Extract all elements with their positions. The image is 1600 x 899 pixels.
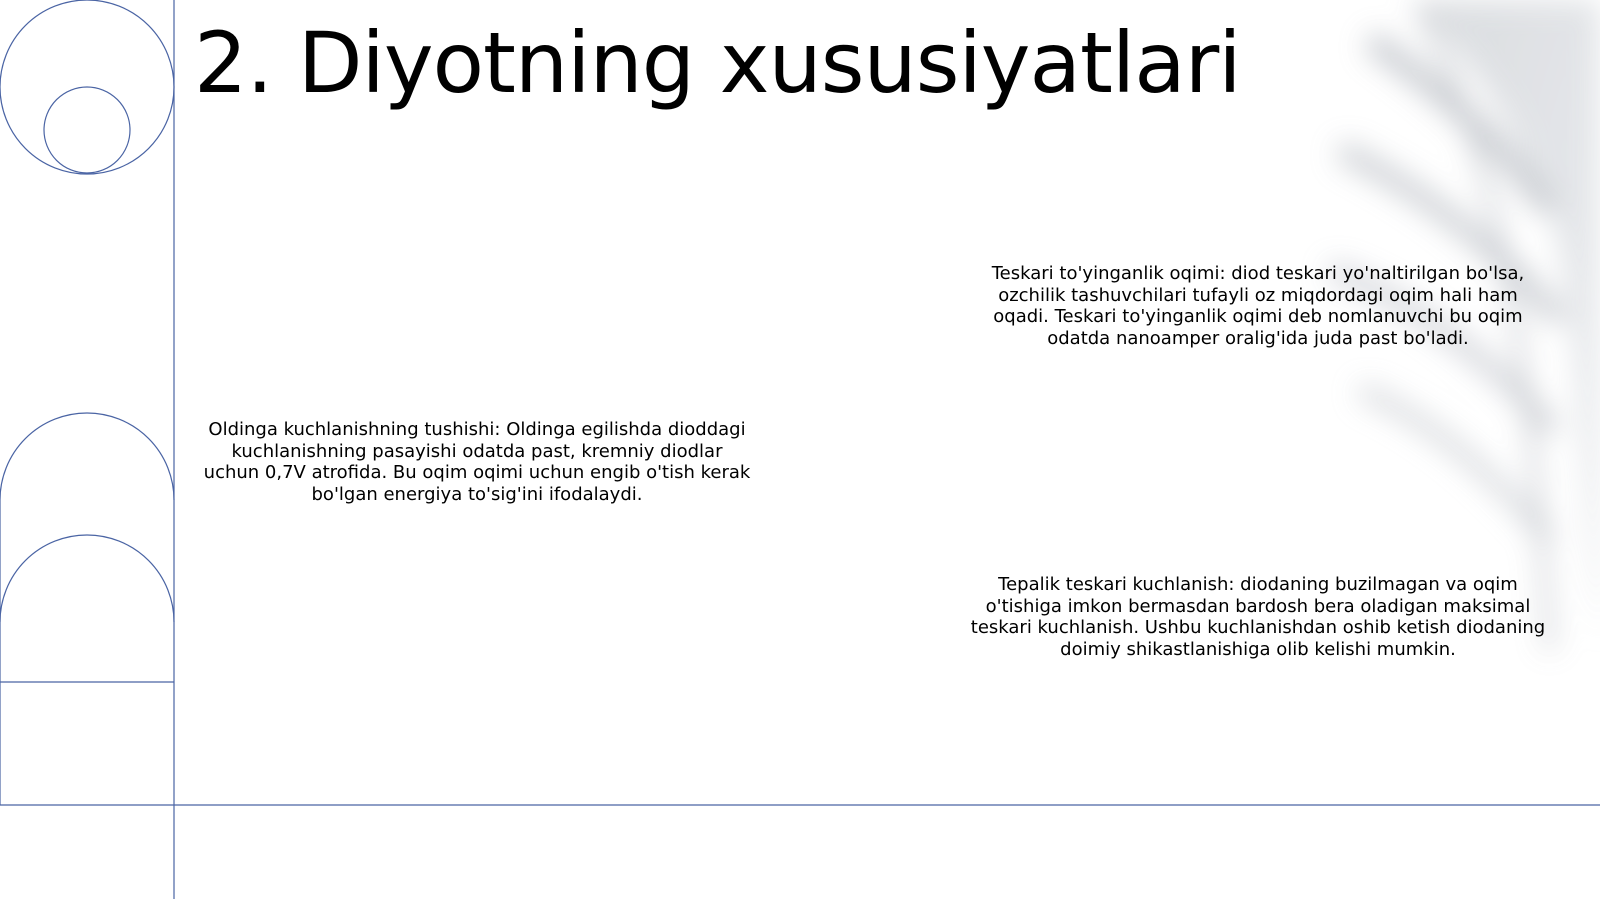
slide-title: 2. Diyotning xususiyatlari bbox=[194, 14, 1241, 112]
peak-reverse-voltage-text: Tepalik teskari kuchlanish: diodaning buzilmagan va oqim o'tishiga imkon bermasdan bardosh bera oladigan maksimal teskari kuchlanish. Ushbu kuchlanishdan oshib ketish diodaning doimiy shikastlanishiga olib kelishi mumkin. bbox=[970, 574, 1546, 660]
outer-arch bbox=[0, 413, 174, 500]
inner-arch bbox=[0, 535, 174, 622]
forward-voltage-text: Oldinga kuchlanishning tushishi: Oldinga egilishda dioddagi kuchlanishning pasayishi odatda past, kremniy diodlar uchun 0,7V atrofida. Bu oqim oqimi uchun engib o'tish kerak bo'lgan energiya to'sig'ini ifodalaydi. bbox=[203, 419, 751, 505]
reverse-saturation-text: Teskari to'yinganlik oqimi: diod teskari yo'naltirilgan bo'lsa, ozchilik tashuvchilari tufayli oz miqdordagi oqim hali ham oqadi. Teskari to'yinganlik oqimi deb nomlanuvchi bu oqim odatda nanoamper oralig'ida juda past bo'ladi. bbox=[991, 263, 1525, 349]
small-circle bbox=[44, 87, 130, 173]
